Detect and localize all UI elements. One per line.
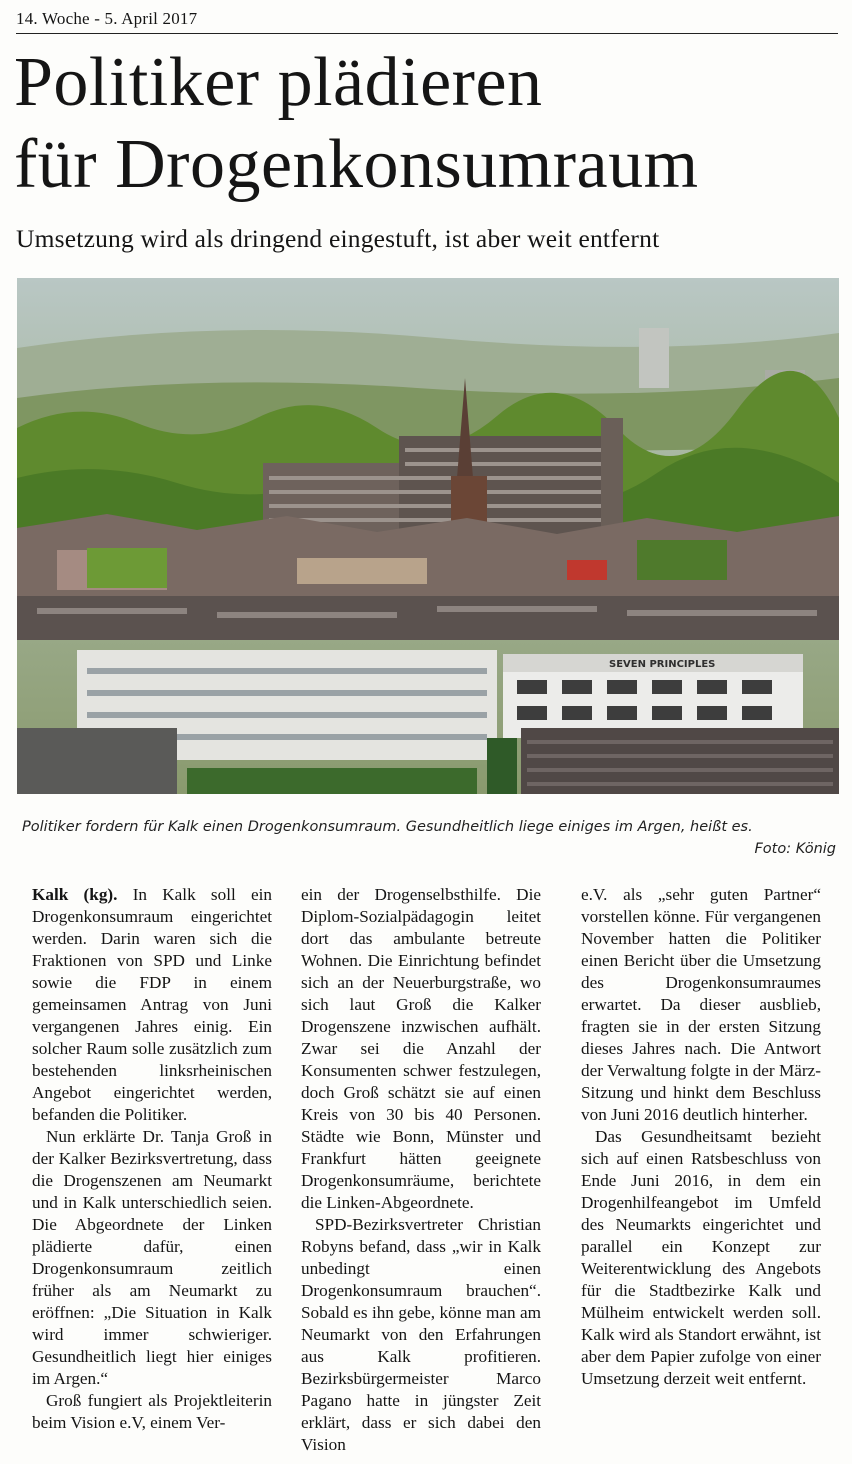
article-paragraph: e.V. als „sehr guten Partner“ vorstellen könne. Für vergangenen November hatten die Politiker einen Bericht über die Umsetzung des Drogenkonsumraumes erwartet. Da dieser ausblieb, fragten sie in der ersten Sitzung dieses Jahres nach. Die Antwort der Verwaltung folgte in der März-Sitzung und hinkt dem Beschluss von Juni 2016 deutlich hinterher. xyxy=(581,885,821,1124)
header-rule xyxy=(16,33,838,34)
issue-dateline: 14. Woche - 5. April 2017 xyxy=(16,9,198,28)
city-skyline-photo xyxy=(17,278,839,794)
headline-line-1: Politiker plädieren xyxy=(14,44,543,121)
headline xyxy=(14,42,844,206)
article-column-2 xyxy=(301,884,541,1456)
article-paragraph: Kalk (kg). In Kalk soll ein Drogenkonsumraum eingerichtet werden. Darin waren sich die Fraktionen von SPD und Linke sowie die FDP in einem gemeinsamen Antrag von Juni vergangenen Jahres einig. Ein solcher Raum solle zusätzlich zum bestehenden linksrheinischen Angebot eingerichtet werden, befanden die Politiker. xyxy=(32,885,273,1124)
photo-caption xyxy=(22,816,836,860)
subheadline: Umsetzung wird als dringend eingestuft, ist aber weit entfernt xyxy=(16,224,660,253)
building-signage: SEVEN PRINCIPLES xyxy=(609,659,716,670)
article-paragraph: SPD-Bezirksvertreter Christian Robyns befand, dass „wir in Kalk unbedingt einen Drogenkonsumraum brauchen“. Sobald es ihn gebe, könne man am Neumarkt von den Erfahrungen aus Kalk profitieren. Bezirksbürgermeister Marco Pagano hatte in jüngster Zeit erklärt, dass er sich dabei den Vision xyxy=(301,1215,541,1454)
photo-credit: Foto: König xyxy=(754,841,836,857)
article-paragraph: Groß fungiert als Projektleiterin beim Vision e.V, einem Ver- xyxy=(32,1391,272,1432)
article-paragraph: Das Gesundheitsamt bezieht sich auf einen Ratsbeschluss von Ende Juni 2016, in dem ein Drogenhilfeangebot im Umfeld des Neumarkts eingerichtet und parallel ein Konzept zur Weiterentwicklung des Angebots für die Stadtbezirke Kalk und Mülheim entwickelt werden soll. Kalk wird als Standort erwähnt, ist aber dem Papier zufolge von einer Umsetzung derzeit weit entfernt. xyxy=(581,1127,821,1388)
article-column-1 xyxy=(32,884,272,1434)
article-column-3 xyxy=(581,884,821,1390)
article-photo xyxy=(17,278,839,794)
article-paragraph: ein der Drogenselbsthilfe. Die Diplom-Sozialpädagogin leitet dort das ambulante betreute Wohnen. Die Einrichtung befindet sich an der Neuerburgstraße, wo sich laut Groß die Kalker Drogenszene inzwischen aufhält. Zwar sei die Anzahl der Konsumenten schwer festzulegen, doch Groß schätzt sie auf einen Kreis von 30 bis 40 Personen. Städte wie Bonn, Münster und Frankfurt hätten geeignete Drogenkonsumräume, berichtete die Linken-Abgeordnete. xyxy=(301,885,541,1212)
headline-line-2: für Drogenkonsumraum xyxy=(14,126,699,203)
caption-text: Politiker fordern für Kalk einen Drogenkonsumraum. Gesundheitlich liege einiges im Argen, heißt es. xyxy=(22,819,753,835)
article-paragraph: Nun erklärte Dr. Tanja Groß in der Kalker Bezirksvertretung, dass die Drogenszenen am Neumarkt und in Kalk unterschiedlich seien. Die Abgeordnete der Linken plädierte dafür, einen Drogenkonsumraum zeitlich früher als am Neumarkt zu eröffnen: „Die Situation in Kalk wird immer schwieriger. Gesundheitlich liegt hier einiges im Argen.“ xyxy=(32,1127,272,1388)
article-dateline: Kalk (kg). xyxy=(32,885,118,904)
